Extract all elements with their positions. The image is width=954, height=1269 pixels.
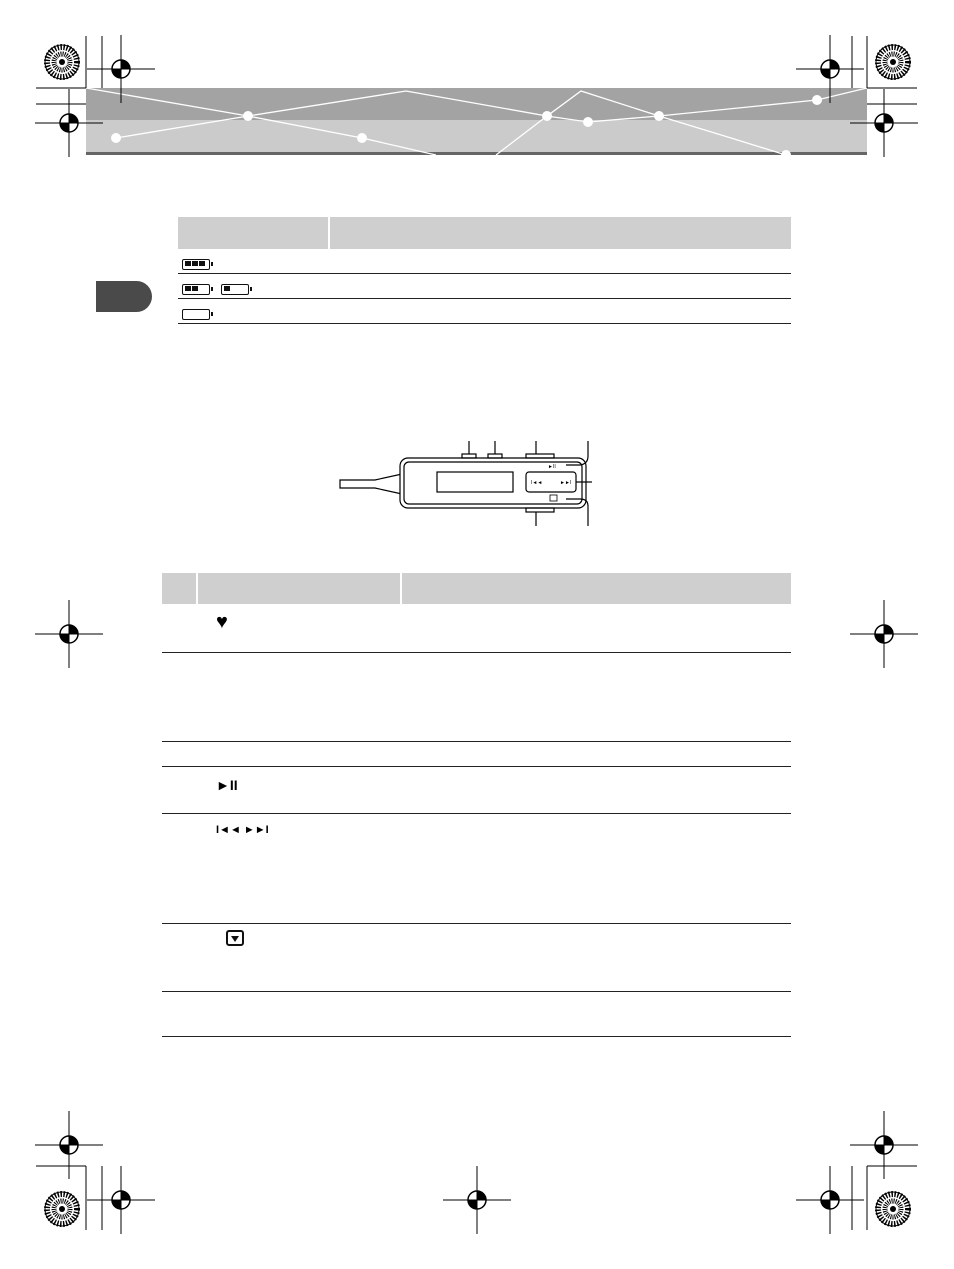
battery-row-text <box>329 249 791 274</box>
table-row <box>162 604 791 652</box>
battery-header-status <box>329 217 791 249</box>
controls-row-text <box>162 991 791 1036</box>
table-row <box>162 741 791 766</box>
table-row <box>162 652 791 741</box>
prev-label: I◄◄ <box>531 480 543 486</box>
battery-row-text <box>329 274 791 299</box>
controls-header-no <box>162 573 197 604</box>
play-pause-icon: ►II <box>216 776 238 793</box>
play-label: ►II <box>548 464 556 470</box>
skip-back-forward-icon: I◄◄ ►►I <box>216 823 269 836</box>
battery-row-text <box>329 299 791 324</box>
heart-icon: ♥ <box>216 611 228 633</box>
battery-header-icon <box>178 217 329 249</box>
controls-row-text <box>162 741 791 766</box>
table-row <box>178 274 791 299</box>
table-row <box>162 766 791 813</box>
table-row <box>162 813 791 923</box>
down-button-icon <box>226 930 244 946</box>
table-row <box>162 923 791 991</box>
battery-table <box>178 217 791 324</box>
table-row <box>178 299 791 324</box>
battery-mid-low-icon <box>178 274 329 299</box>
table-row <box>178 249 791 274</box>
battery-empty-icon <box>178 299 329 324</box>
battery-full-icon <box>178 249 329 274</box>
remote-control-illustration <box>330 436 610 532</box>
controls-table <box>162 573 791 1037</box>
next-label: ►►I <box>560 480 572 486</box>
table-row <box>162 991 791 1036</box>
controls-header-function <box>401 573 791 604</box>
controls-header-name <box>197 573 401 604</box>
controls-row-text <box>162 652 791 741</box>
chapter-tab <box>96 281 152 312</box>
